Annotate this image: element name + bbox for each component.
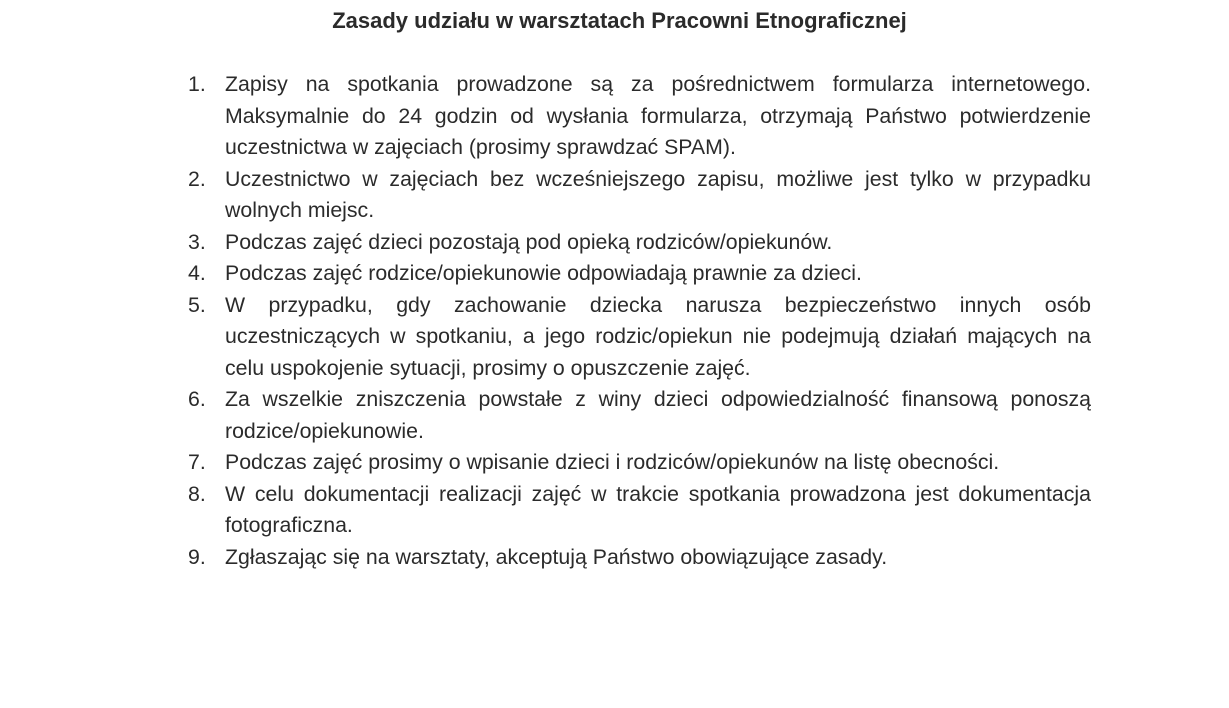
list-item-number: 8. (188, 481, 206, 506)
list-item (188, 258, 1091, 290)
rules-list (188, 69, 1091, 573)
list-item (188, 479, 1091, 542)
list-item (188, 290, 1091, 385)
list-item-text: Podczas zajęć prosimy o wpisanie dzieci i rodziców/opiekunów na listę obecności. (225, 450, 1000, 474)
list-item-number: 5. (188, 292, 206, 317)
list-item-text: Podczas zajęć dzieci pozostają pod opieką rodziców/opiekunów. (225, 229, 833, 254)
list-item-number: 2. (188, 166, 206, 191)
document-title: Zasady udziału w warsztatach Pracowni Etnograficznej (332, 8, 907, 33)
list-item-number: 1. (188, 72, 206, 96)
list-item-number: 7. (188, 450, 206, 474)
list-item (188, 384, 1091, 447)
list-item (188, 164, 1091, 227)
list-item-number: 4. (188, 261, 206, 285)
list-item-text: Zapisy na spotkania prowadzone są za pośrednictwem formularza internetowego. Maksymalnie do 24 godzin od wysłania formularza, otrzymają Państwo potwierdzenie uczestnictwa w zajęciach (prosimy sprawdzać SPAM). (225, 72, 1091, 159)
list-item-text: Uczestnictwo w zajęciach bez wcześniejszego zapisu, możliwe jest tylko w przypadku wolnych miejsc. (225, 166, 1091, 222)
list-item-text: W celu dokumentacji realizacji zajęć w trakcie spotkania prowadzona jest dokumentacja fotograficzna. (225, 481, 1091, 537)
list-item (188, 69, 1091, 164)
list-item-number: 9. (188, 544, 206, 569)
list-item-text: Podczas zajęć rodzice/opiekunowie odpowiadają prawnie za dzieci. (225, 261, 862, 285)
list-item-text: W przypadku, gdy zachowanie dziecka narusza bezpieczeństwo innych osób uczestniczących w spotkaniu, a jego rodzic/opiekun nie podejmują działań mających na celu uspokojenie sytuacji, prosimy o opuszczenie zajęć. (225, 292, 1091, 380)
list-item (188, 227, 1091, 259)
list-item (188, 447, 1091, 479)
list-item-number: 6. (188, 387, 206, 411)
list-item-number: 3. (188, 229, 206, 254)
list-item-text: Za wszelkie zniszczenia powstałe z winy dzieci odpowiedzialność finansową ponoszą rodzice/opiekunowie. (225, 387, 1091, 443)
list-item (188, 542, 1091, 574)
list-item-text: Zgłaszając się na warsztaty, akceptują Państwo obowiązujące zasady. (225, 544, 888, 569)
